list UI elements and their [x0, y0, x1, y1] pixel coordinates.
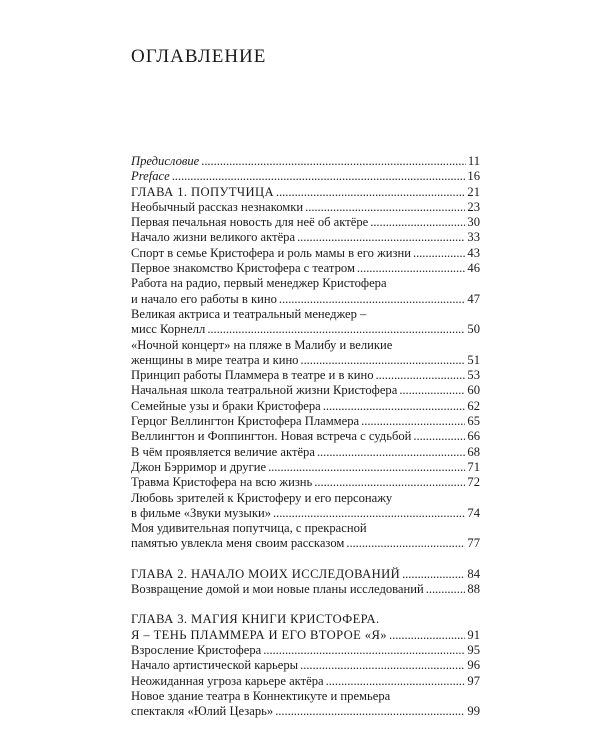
toc-page-number: 16 — [467, 169, 480, 184]
toc-entry-title: Взросление Кристофера — [131, 642, 262, 657]
toc-entry-title: Джон Бэрримор и другие — [131, 459, 267, 474]
toc-entry-title-line: Любовь зрителей к Кристоферу и его персонажу — [131, 490, 393, 505]
toc-page-number: 66 — [467, 429, 480, 444]
dot-leader — [273, 506, 465, 521]
toc-page-number: 50 — [467, 322, 480, 337]
toc-entry[interactable] — [131, 307, 480, 338]
dot-leader — [263, 643, 465, 658]
dot-leader — [201, 154, 466, 169]
table-of-contents — [131, 154, 480, 719]
toc-entry-title: ГЛАВА 2. НАЧАЛО МОИХ ИССЛЕДОВАНИЙ — [131, 566, 401, 581]
toc-entry-title: Травма Кристофера на всю жизнь — [131, 475, 313, 490]
toc-entry-title: Предисловие — [131, 154, 200, 168]
toc-entry-title: Необычный рассказ незнакомки — [131, 199, 304, 214]
toc-entry[interactable] — [131, 261, 480, 276]
dot-leader — [207, 322, 465, 337]
toc-entry-title-line: Великая актриса и театральный менеджер – — [131, 306, 367, 321]
toc-page-number: 84 — [467, 566, 480, 581]
toc-entry-title: Семейные узы и браки Кристофера — [131, 398, 321, 413]
toc-entry[interactable] — [131, 169, 480, 184]
toc-entry-title: Спорт в семье Кристофера и роль мамы в его жизни — [131, 245, 411, 260]
toc-entry[interactable] — [131, 643, 480, 658]
toc-page-number: 95 — [467, 642, 480, 657]
toc-page-number: 11 — [467, 154, 480, 168]
toc-entry-title: Я – ТЕНЬ ПЛАММЕРА И ЕГО ВТОРОЕ «Я» — [131, 627, 387, 642]
toc-entry[interactable] — [131, 246, 480, 261]
dot-leader — [300, 353, 465, 368]
toc-page-number: 72 — [467, 475, 480, 490]
dot-leader — [402, 567, 465, 582]
toc-entry-title: Возвращение домой и мои новые планы исследований — [131, 582, 424, 597]
toc-entry[interactable] — [131, 154, 480, 169]
toc-page-number: 96 — [467, 658, 480, 673]
toc-entry-title: Неожиданная угроза карьере актёра — [131, 673, 324, 688]
toc-entry-title-line: Работа на радио, первый менеджер Кристофера — [131, 276, 387, 291]
toc-entry[interactable] — [131, 475, 480, 490]
toc-chapter-entry[interactable] — [131, 567, 480, 582]
toc-page-number: 68 — [467, 444, 480, 459]
toc-entry-title: мисс Корнелл — [131, 322, 206, 337]
toc-page-number: 91 — [467, 627, 480, 642]
dot-leader — [323, 399, 466, 414]
toc-entry-title-line: ГЛАВА 3. МАГИЯ КНИГИ КРИСТОФЕРА. — [131, 612, 380, 627]
toc-chapter-entry[interactable] — [131, 185, 480, 200]
toc-entry-title: Герцог Веллингтон Кристофера Пламмера — [131, 414, 360, 429]
toc-entry-title: Веллингтон и Фоппингтон. Новая встреча с судьбой — [131, 429, 412, 444]
toc-page-number: 97 — [467, 673, 480, 688]
dot-leader — [317, 445, 465, 460]
toc-entry-title: памятью увлекла меня своим рассказом — [131, 536, 345, 551]
toc-page-number: 43 — [467, 245, 480, 260]
dot-leader — [279, 292, 466, 307]
toc-entry-title: ГЛАВА 1. ПОПУТЧИЦА — [131, 184, 274, 199]
dot-leader — [361, 414, 465, 429]
dot-leader — [326, 674, 466, 689]
toc-entry[interactable] — [131, 491, 480, 522]
toc-page-number: 60 — [467, 383, 480, 398]
toc-entry-title: и начало его работы в кино — [131, 291, 277, 306]
toc-entry-title: Начало жизни великого актёра — [131, 230, 296, 245]
toc-entry[interactable] — [131, 414, 480, 429]
toc-entry-title: Первая печальная новость для неё об актёре — [131, 215, 369, 230]
dot-leader — [389, 628, 465, 643]
dot-leader — [426, 582, 466, 597]
toc-entry-title: женщины в мире театра и кино — [131, 352, 299, 367]
toc-entry[interactable] — [131, 215, 480, 230]
toc-chapter-entry[interactable] — [131, 612, 480, 643]
toc-entry-title: Начало артистической карьеры — [131, 658, 299, 673]
dot-leader — [346, 536, 465, 551]
toc-entry[interactable] — [131, 658, 480, 673]
toc-page-number: 62 — [467, 398, 480, 413]
dot-leader — [370, 215, 465, 230]
toc-entry[interactable] — [131, 689, 480, 720]
toc-entry-title-line: «Ночной концерт» на пляже в Малибу и великие — [131, 337, 393, 352]
toc-entry[interactable] — [131, 368, 480, 383]
toc-page-number: 33 — [467, 230, 480, 245]
dot-leader — [376, 368, 466, 383]
toc-page-number: 30 — [467, 215, 480, 230]
dot-leader — [305, 200, 465, 215]
toc-page-number: 23 — [467, 199, 480, 214]
toc-page-number: 53 — [467, 368, 480, 383]
dot-leader — [276, 185, 465, 200]
toc-entry[interactable] — [131, 445, 480, 460]
toc-entry-title: Принцип работы Пламмера в театре и в кино — [131, 368, 374, 383]
toc-entry[interactable] — [131, 674, 480, 689]
toc-entry[interactable] — [131, 338, 480, 369]
toc-entry-title: Первое знакомство Кристофера с театром — [131, 261, 355, 276]
toc-entry[interactable] — [131, 521, 480, 552]
toc-entry[interactable] — [131, 383, 480, 398]
toc-entry-title: Preface — [131, 169, 170, 184]
toc-page-number: 77 — [467, 536, 480, 551]
toc-entry[interactable] — [131, 460, 480, 475]
page-title: ОГЛАВЛЕНИЕ — [131, 46, 267, 67]
dot-leader — [297, 230, 465, 245]
toc-entry-title: В чём проявляется величие актёра — [131, 444, 315, 459]
toc-entry-title: спектакля «Юлий Цезарь» — [131, 704, 274, 719]
dot-leader — [413, 429, 465, 444]
toc-page-number: 99 — [467, 704, 480, 719]
toc-page-number: 71 — [467, 459, 480, 474]
toc-entry[interactable] — [131, 399, 480, 414]
toc-entry[interactable] — [131, 429, 480, 444]
toc-entry[interactable] — [131, 230, 480, 245]
dot-leader — [314, 475, 465, 490]
dot-leader — [413, 246, 465, 261]
toc-page-number: 65 — [467, 414, 480, 429]
toc-page-number: 88 — [467, 582, 480, 597]
dot-leader — [399, 383, 465, 398]
toc-entry[interactable] — [131, 200, 480, 215]
dot-leader — [275, 704, 465, 719]
toc-entry[interactable] — [131, 582, 480, 597]
toc-entry[interactable] — [131, 276, 480, 307]
toc-entry-title: в фильме «Звуки музыки» — [131, 505, 272, 520]
dot-leader — [172, 169, 466, 184]
toc-page-number: 47 — [467, 291, 480, 306]
toc-entry-title-line: Новое здание театра в Коннектикуте и премьера — [131, 688, 391, 703]
dot-leader — [357, 261, 465, 276]
dot-leader — [268, 460, 465, 475]
toc-page-number: 46 — [467, 261, 480, 276]
toc-page-number: 74 — [467, 505, 480, 520]
dot-leader — [300, 658, 465, 673]
toc-entry-title: Начальная школа театральной жизни Кристофера — [131, 383, 398, 398]
toc-page-number: 51 — [467, 352, 480, 367]
toc-page-number: 21 — [467, 184, 480, 199]
toc-entry-title-line: Моя удивительная попутчица, с прекрасной — [131, 521, 367, 536]
